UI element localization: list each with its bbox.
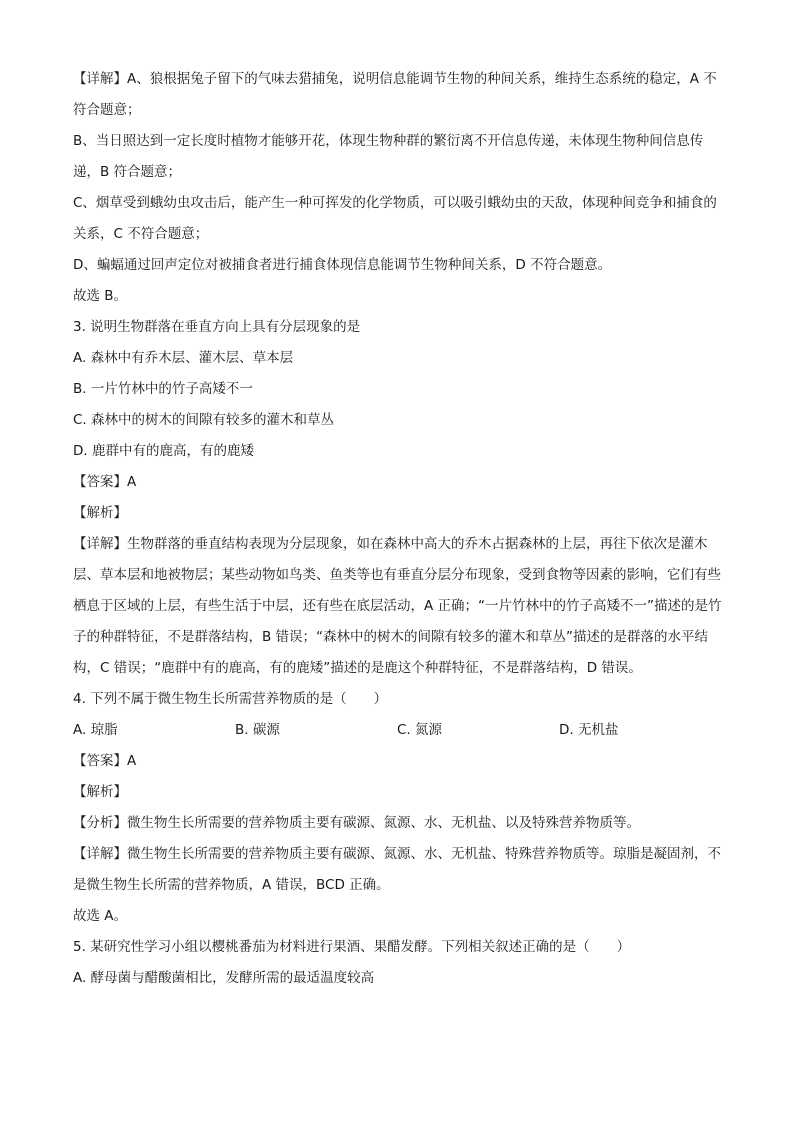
q2-detail-d: D、蝙蝠通过回声定位对被捕食者进行捕食体现信息能调节生物种间关系，D 不符合题意。 (73, 257, 612, 273)
q5-option-a: A. 酵母菌与醋酸菌相比，发酵所需的最适温度较高 (73, 970, 375, 986)
q2-detail-b: B、当日照达到一定长度时植物才能够开花，体现生物种群的繁衍离不开信息传递，未体现生物种间信息传递，B 符合题意； (73, 133, 704, 180)
q2-detail-a: 【详解】A、狼根据兔子留下的气味去猎捕兔，说明信息能调节生物的种间关系，维持生态系统的稳定，A 不符合题意； (73, 71, 717, 118)
q3-detail: 【详解】生物群落的垂直结构表现为分层现象，如在森林中高大的乔木占据森林的上层，再往下依次是灌木层、草本层和地被物层；某些动物如鸟类、鱼类等也有垂直分层分布现象，受到食物等因素的影响，它们有些栖息于区域的上层，有些生活于中层，还有些在底层活动，A 正确；“一片竹林中的竹子高矮不一”描述的是竹子的种群特征，不是群落结构，B 错误；“森林中的树木的间隙有较多的灌木和草丛”描述的是群落的水平结构，C 错误；“鹿群中有的鹿高，有的鹿矮”描述的是鹿这个种群特征，不是群落结构，D 错误。 (73, 536, 722, 676)
q2-detail-c: C、烟草受到蛾幼虫攻击后，能产生一种可挥发的化学物质，可以吸引蛾幼虫的天敌，体现种间竞争和捕食的关系，C 不符合题意； (73, 195, 717, 242)
q3-option-b: B. 一片竹林中的竹子高矮不一 (73, 381, 253, 397)
q4-fenxi: 【分析】微生物生长所需要的营养物质主要有碳源、氮源、水、无机盐、以及特殊营养物质等。 (73, 815, 640, 831)
q4-option-d: D. 无机盐 (559, 722, 619, 738)
q4-answer: 【答案】A (73, 753, 137, 769)
q4-analysis-label: 【解析】 (73, 784, 127, 800)
q4-option-a: A. 琼脂 (73, 722, 118, 738)
q3-answer: 【答案】A (73, 474, 137, 490)
q2-conclusion: 故选 B。 (73, 288, 128, 304)
q4-option-c: C. 氮源 (397, 722, 443, 738)
q3-option-c: C. 森林中的树木的间隙有较多的灌木和草丛 (73, 412, 335, 428)
document-page (73, 64, 723, 994)
q3-analysis-label: 【解析】 (73, 505, 127, 521)
q5-stem: 5. 某研究性学习小组以樱桃番茄为材料进行果酒、果醋发酵。下列相关叙述正确的是（ ） (73, 939, 631, 955)
q4-conclusion: 故选 A。 (73, 908, 128, 924)
q3-option-a: A. 森林中有乔木层、灌木层、草本层 (73, 350, 294, 366)
q4-detail: 【详解】微生物生长所需要的营养物质主要有碳源、氮源、水、无机盐、特殊营养物质等。琼脂是凝固剂，不是微生物生长所需的营养物质，A 错误，BCD 正确。 (73, 846, 721, 893)
q4-stem: 4. 下列不属于微生物生长所需营养物质的是（ ） (73, 691, 388, 707)
q3-option-d: D. 鹿群中有的鹿高，有的鹿矮 (73, 443, 254, 459)
q3-stem: 3. 说明生物群落在垂直方向上具有分层现象的是 (73, 319, 361, 335)
q4-options (73, 715, 723, 746)
q4-option-b: B. 碳源 (235, 722, 280, 738)
